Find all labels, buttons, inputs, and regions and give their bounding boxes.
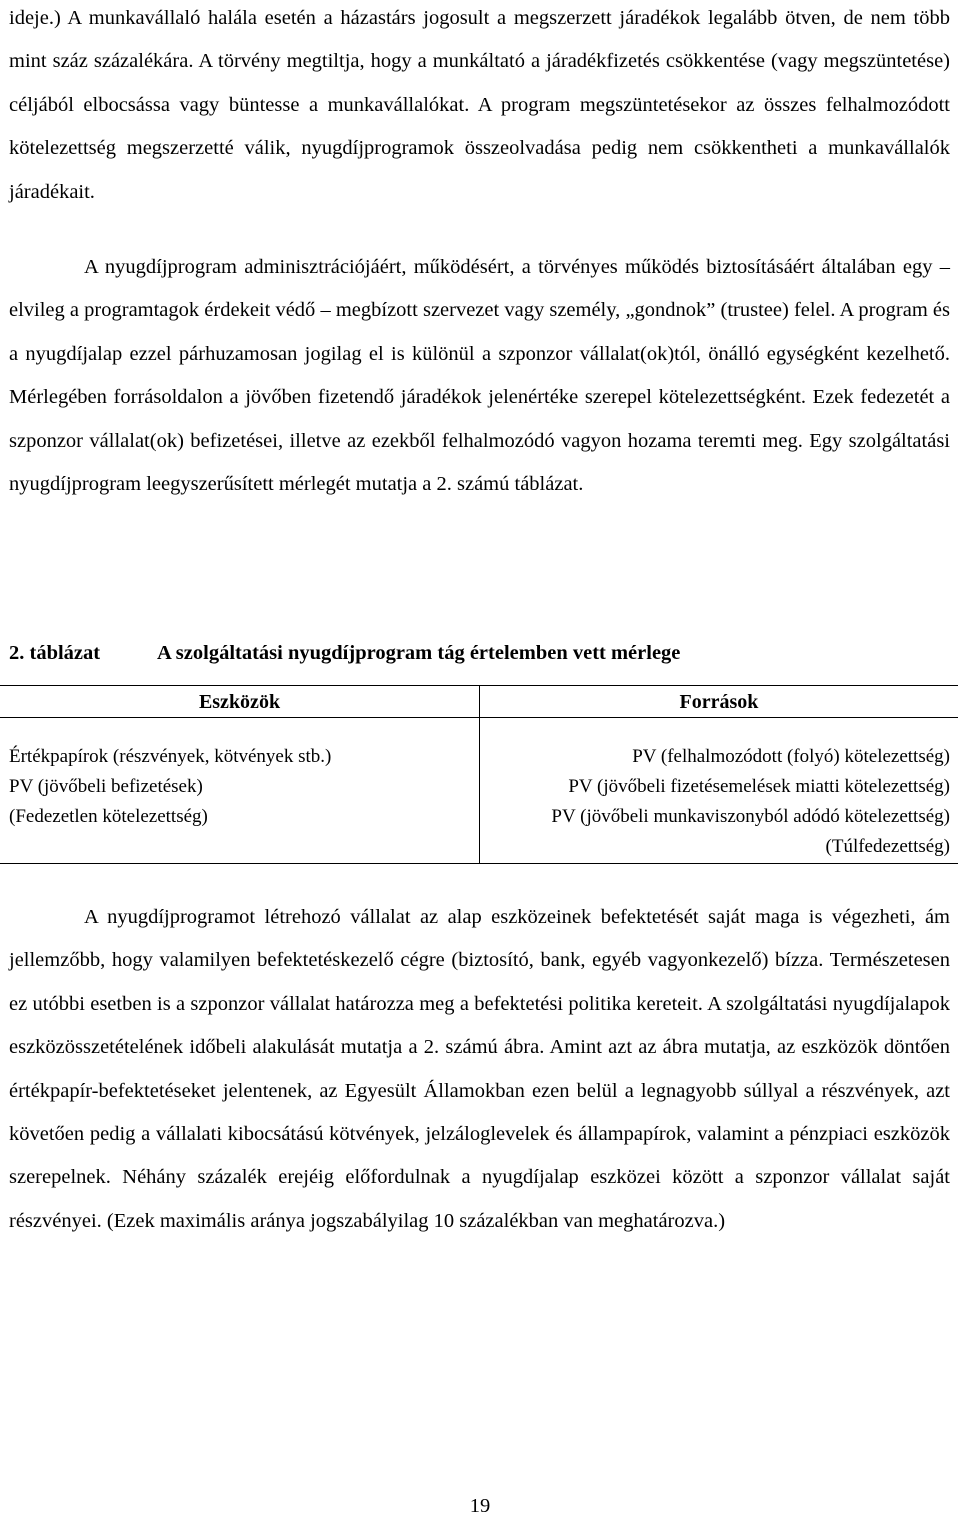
paragraph-3: A nyugdíjprogramot létrehozó vállalat az alap eszközeinek befektetését saját maga is végezheti, ám jellemzőbb, hogy valamilyen befektetéskezelő cégre (biztosító, bank, egyéb vagyonkezelő) bízza. Természetesen ez utóbbi esetben is a szponzor vállalat határozza meg a befektetési politika kereteit. A szolgáltatási nyugdíjalapok eszközösszetételének időbeli alakulását mutatja a 2. számú ábra. Amint azt az ábra mutatja, az eszközök döntően értékpapír-befektetéseket jelentenek, az Egyesült Államokban ezen belül a legnagyobb súllyal a részvények, azt követően pedig a vállalati kibocsátású kötvények, jelzáloglevelek és állampapírok, valamint a pénzpiaci eszközök szerepelnek. Néhány százalék erejéig előfordulnak a nyugdíjalap eszközei között a szponzor vállalat saját részvényei. (Ezek maximális aránya jogszabályilag 10 százalékban van meghatározva.) (9, 906, 950, 1232)
table-number-label: 2. táblázat (9, 642, 101, 664)
page-number: 19 (469, 1495, 491, 1517)
liabilities-column-header: Források (679, 691, 759, 713)
assets-list (9, 742, 471, 832)
liabilities-list (484, 742, 950, 862)
asset-item: (Fedezetlen kötelezettség) (9, 806, 208, 827)
paragraph-1: ideje.) A munkavállaló halála esetén a házastárs jogosult a megszerzett járadékok legalább ötven, de nem több mint száz százalékára. A törvény megtiltja, hogy a munkáltató a járadékfizetés csökkentése (vagy megszüntetése) céljából elbocsássa vagy büntesse a munkavállalókat. A program megszüntetésekor az összes felhalmozódott kötelezettség megszerzetté válik, nyugdíjprogramok összeolvadása pedig nem csökkentheti a munkavállalók járadékait. (9, 7, 950, 203)
liability-item: PV (jövőbeli munkaviszonyból adódó kötelezettség) (551, 806, 950, 827)
table-title: A szolgáltatási nyugdíjprogram tág értelemben vett mérlege (157, 642, 681, 664)
assets-column-header: Eszközök (198, 691, 281, 713)
liability-item: (Túlfedezettség) (825, 836, 950, 857)
balance-sheet-table (0, 685, 958, 864)
header-rule (0, 717, 958, 718)
asset-item: Értékpapírok (részvények, kötvények stb.) (9, 746, 332, 767)
liability-item: PV (jövőbeli fizetésemelések miatti kötelezettség) (568, 776, 950, 797)
table-caption (9, 638, 680, 668)
paragraph-2: A nyugdíjprogram adminisztrációjáért, működésért, a törvényes működés biztosításáért általában egy – elvileg a programtagok érdekeit védő – megbízott szervezet vagy személy, „gondnok” (trustee) felel. A program és a nyugdíjalap ezzel párhuzamosan jogilag el is különül a szponzor vállalat(ok)tól, önálló egységként kezelhető. Mérlegében forrásoldalon a jövőben fizetendő járadékok jelenértéke szerepel kötelezettségként. Ezek fedezetét a szponzor vállalat(ok) befizetései, illetve az ezekből felhalmozódó vagyon hozama teremti meg. Egy szolgáltatási nyugdíjprogram leegyszerűsített mérlegét mutatja a 2. számú táblázat. (9, 256, 950, 496)
asset-item: PV (jövőbeli befizetések) (9, 776, 203, 797)
liability-item: PV (felhalmozódott (folyó) kötelezettség) (632, 746, 950, 767)
